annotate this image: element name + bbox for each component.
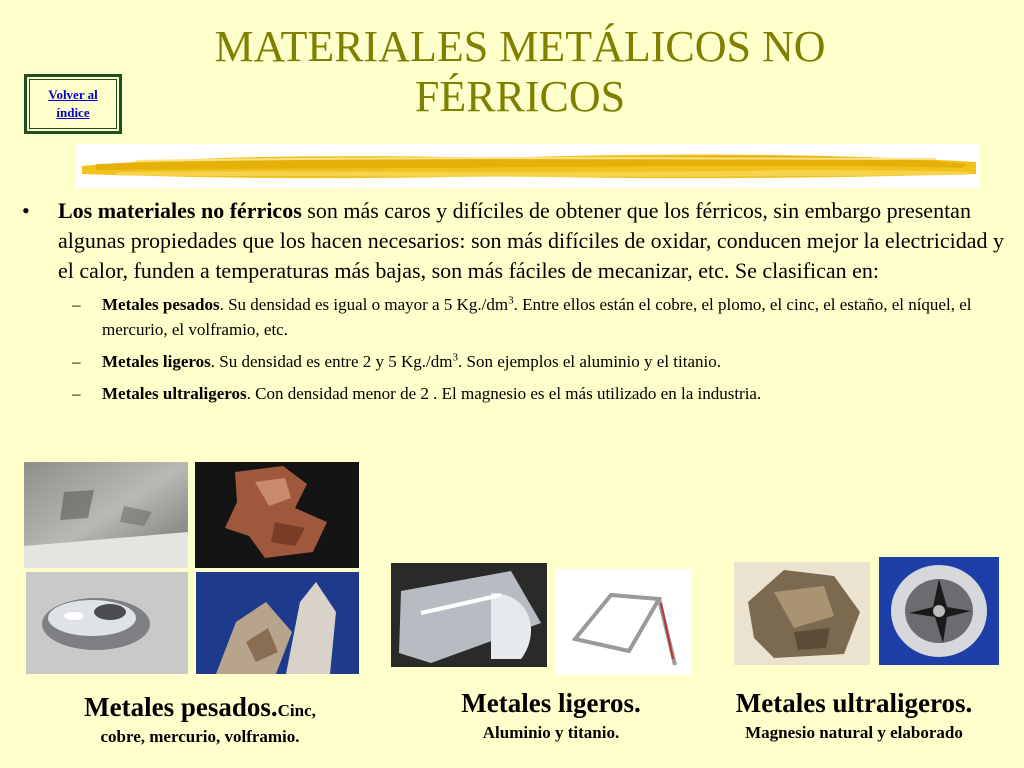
caption-light-metals: [420, 690, 682, 746]
sub-bullet-dash: –: [72, 352, 81, 371]
sub-bold: Metales pesados: [102, 295, 220, 314]
caption-light-line2: Aluminio y titanio.: [482, 723, 620, 742]
sub-post: . Son ejemplos el aluminio y el titanio.: [457, 352, 721, 371]
page-title: MATERIALES METÁLICOS NO FÉRRICOS: [214, 22, 826, 121]
sub-post: . Entre ellos están el cobre, el plomo, el cinc, el estaño, el níquel, el mercurio, el volframio, etc.: [102, 295, 972, 339]
magnesium-wheel-photo: [879, 557, 999, 665]
main-bullet: [22, 196, 1012, 286]
sub-bullet-text: [102, 381, 1012, 406]
intro-bold: Los materiales no férricos: [58, 198, 302, 223]
caption-heavy-line2: cobre, mercurio, volframio.: [100, 727, 300, 746]
bullet-dot: •: [22, 198, 30, 223]
magnesium-natural-photo: [734, 562, 870, 665]
sub-bullet-heavy: [72, 292, 1012, 342]
sub-pre: . Su densidad es igual o mayor a 5 Kg./dm: [219, 295, 509, 314]
caption-ultra-line2: Magnesio natural y elaborado: [745, 723, 963, 742]
sub-bullet-ultra: [72, 381, 1012, 406]
title-underline-brush: [76, 144, 980, 188]
zinc-photo: [24, 462, 188, 568]
sub-sup: 3: [452, 351, 458, 364]
sub-bullet-light: [72, 349, 1012, 374]
caption-heavy-small: Cinc,: [277, 701, 316, 720]
mercury-photo: [26, 572, 188, 674]
content-bullets: [22, 196, 1012, 413]
tungsten-photo: [196, 572, 359, 674]
caption-heavy-title: Metales pesados.: [84, 692, 278, 722]
aluminium-photo: [391, 563, 547, 667]
caption-heavy-metals: [30, 694, 370, 750]
titanium-bike-frame-photo: [555, 569, 692, 675]
copper-photo: [195, 462, 359, 568]
caption-ultralight-metals: [698, 690, 1010, 746]
sub-pre: . Su densidad es entre 2 y 5 Kg./dm: [210, 352, 453, 371]
sub-bullet-dash: –: [72, 384, 81, 403]
sub-bullet-list: [72, 292, 1012, 406]
sub-bold: Metales ultraligeros: [102, 384, 247, 403]
intro-text: son más caros y difíciles de obtener que los férricos, sin embargo presentan algunas propiedades que los hacen necesarios: son más difíciles de oxidar, conducen mejor la electricidad y el calor, funden a temperaturas más bajas, son más fáciles de mecanizar, etc. Se clasifican en:: [58, 198, 1004, 283]
main-bullet-text: [58, 196, 1012, 286]
back-to-index-box[interactable]: [24, 74, 122, 134]
sub-bullet-dash: –: [72, 295, 81, 314]
sub-sup: 3: [508, 294, 514, 307]
sub-bullet-text: [102, 292, 1012, 342]
sub-pre: . Con densidad menor de 2 . El magnesio es el más utilizado en la industria.: [246, 384, 762, 403]
caption-ultra-title: Metales ultraligeros.: [735, 688, 973, 718]
caption-light-title: Metales ligeros.: [461, 688, 641, 718]
sub-bold: Metales ligeros: [102, 352, 211, 371]
sub-bullet-text: [102, 349, 1012, 374]
back-to-index-link[interactable]: Volver al índice: [48, 87, 98, 120]
